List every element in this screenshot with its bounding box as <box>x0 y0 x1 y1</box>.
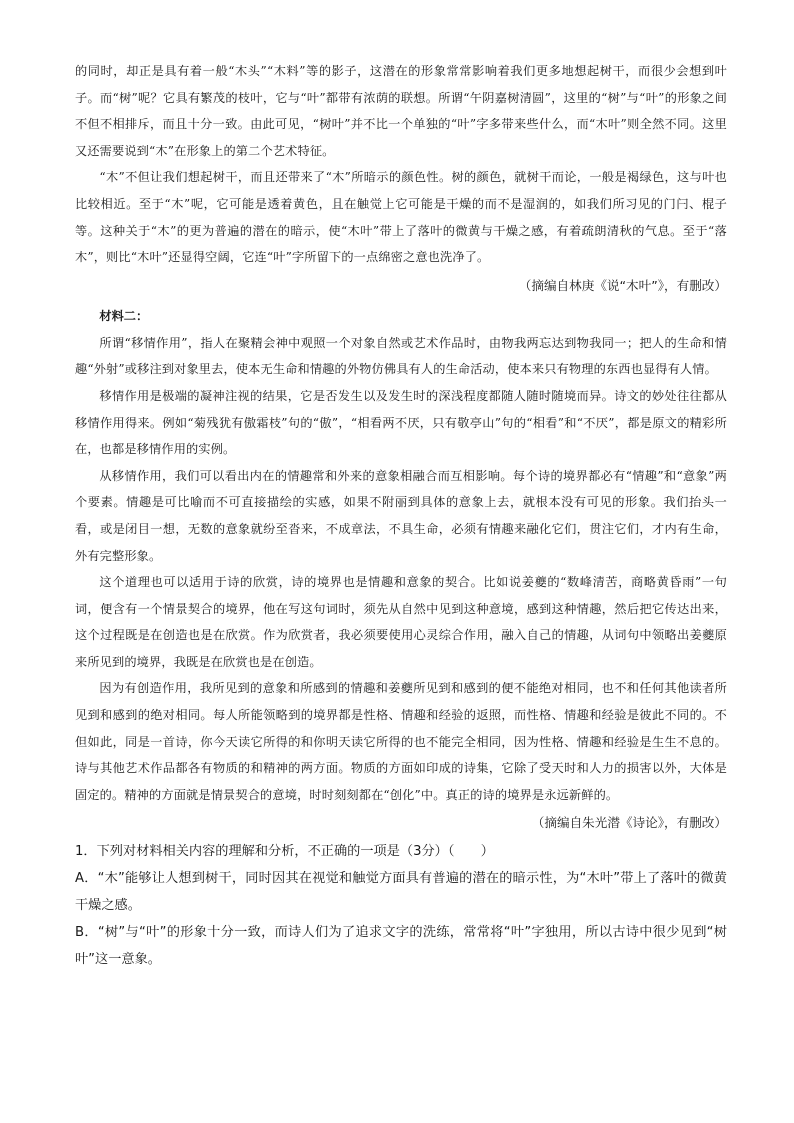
section-heading: 材料二： <box>99 308 149 323</box>
source-citation: （摘编自朱光潜《诗论》，有删改） <box>531 815 727 831</box>
body-paragraph: 从移情作用，我们可以看出内在的情趣常和外来的意象相融合而互相影响。每个诗的境界都必有“情趣”和“意象”两个要素。情趣是可比喻而不可直接描绘的实感，如果不附丽到具体的意象上去，就根本没有可见的形象。我们抬头一看，或是闭目一想，无数的意象就纷至沓来，不成章法，不具生命，必须有情趣来融化它们，贯注它们，才内有生命，外有完整形象。 <box>75 468 727 563</box>
material-one-continued <box>75 58 727 301</box>
material-two <box>75 303 727 839</box>
body-paragraph: “木”不但让我们想起树干，而且还带来了“木”所暗示的颜色性。树的颜色，就树干而论，一般是褐绿色，这与叶也比较相近。至于“木”呢，它可能是透着黄色，且在触觉上它可能是干燥的而不是湿润的，如我们所习见的门闩、棍子等。这种关于“木”的更为普遍的潜在的暗示，使“木叶”带上了落叶的微黄与干燥之感，有着疏朗清秋的气息。至于“落木”，则比“木叶”还显得空阔，它连“叶”字所留下的一点绵密之意也洗净了。 <box>75 170 727 265</box>
question-one <box>75 838 727 973</box>
source-citation: （摘编自林庚《说“木叶”》，有删改） <box>518 277 727 293</box>
body-paragraph: 这个道理也可以适用于诗的欣赏，诗的境界也是情趣和意象的契合。比如说姜夔的“数峰清苦，商略黄昏雨”一句词，便含有一个情景契合的境界，他在写这句词时，须先从自然中见到这种意境，感到这种情趣，然后把它传达出来，这个过程既是在创造也是在欣赏。作为欣赏者，我必须要使用心灵综合作用，融入自己的情趣，从词句中领略出姜夔原来所见到的境界，我既是在欣赏也是在创造。 <box>75 575 727 669</box>
answer-option-a: A．“木”能够让人想到树干，同时因其在视觉和触觉方面具有普遍的潜在的暗示性，为“木叶”带上了落叶的微黄干燥之感。 <box>75 871 727 914</box>
body-paragraph: 所谓“移情作用”，指人在聚精会神中观照一个对象自然或艺术作品时，由物我两忘达到物我同一；把人的生命和情趣“外射”或移注到对象里去，使本无生命和情趣的外物仿佛具有人的生命活动，使本来只有物理的东西也显得有人情。 <box>75 335 727 377</box>
document-page <box>75 58 727 973</box>
body-paragraph: 的同时，却正是具有着一般“木头”“木料”等的影子，这潜在的形象常常影响着我们更多地想起树干，而很少会想到叶子。而“树”呢？它具有繁茂的枝叶，它与“叶”都带有浓荫的联想。所谓“午阴嘉树清圆”，这里的“树”与“叶”的形象之间不但不相排斥，而且十分一致。由此可见，“树叶”并不比一个单独的“叶”字多带来些什么，而“木叶”则全然不同。这里又还需要说到“木”在形象上的第二个艺术特征。 <box>75 64 727 158</box>
body-paragraph: 因为有创造作用，我所见到的意象和所感到的情趣和姜夔所见到和感到的便不能绝对相同，也不和任何其他读者所见到和感到的绝对相同。每人所能领略到的境界都是性格、情趣和经验的返照，而性格、情趣和经验是彼此不同的。不但如此，同是一首诗，你今天读它所得的和你明天读它所得的也不能完全相同，因为性格、情趣和经验是生生不息的。诗与其他艺术作品都各有物质的和精神的两方面。物质的方面如印成的诗集，它除了受天时和人力的损害以外，大体是固定的。精神的方面就是情景契合的意境，时时刻刻都在“创化”中。真正的诗的境界是永远新鲜的。 <box>75 681 727 802</box>
question-stem: 1．下列对材料相关内容的理解和分析，不正确的一项是（3分）（ ） <box>75 844 494 860</box>
body-paragraph: 移情作用是极端的凝神注视的结果，它是否发生以及发生时的深浅程度都随人随时随境而异。诗文的妙处往往都从移情作用得来。例如“菊残犹有傲霜枝”句的“傲”，“相看两不厌，只有敬亭山”句的“相看”和“不厌”，都是原文的精彩所在，也都是移情作用的实例。 <box>75 388 727 457</box>
answer-option-b: B．“树”与“叶”的形象十分一致，而诗人们为了追求文字的洗练，常常将“叶”字独用，所以古诗中很少见到“树叶”这一意象。 <box>75 925 727 968</box>
